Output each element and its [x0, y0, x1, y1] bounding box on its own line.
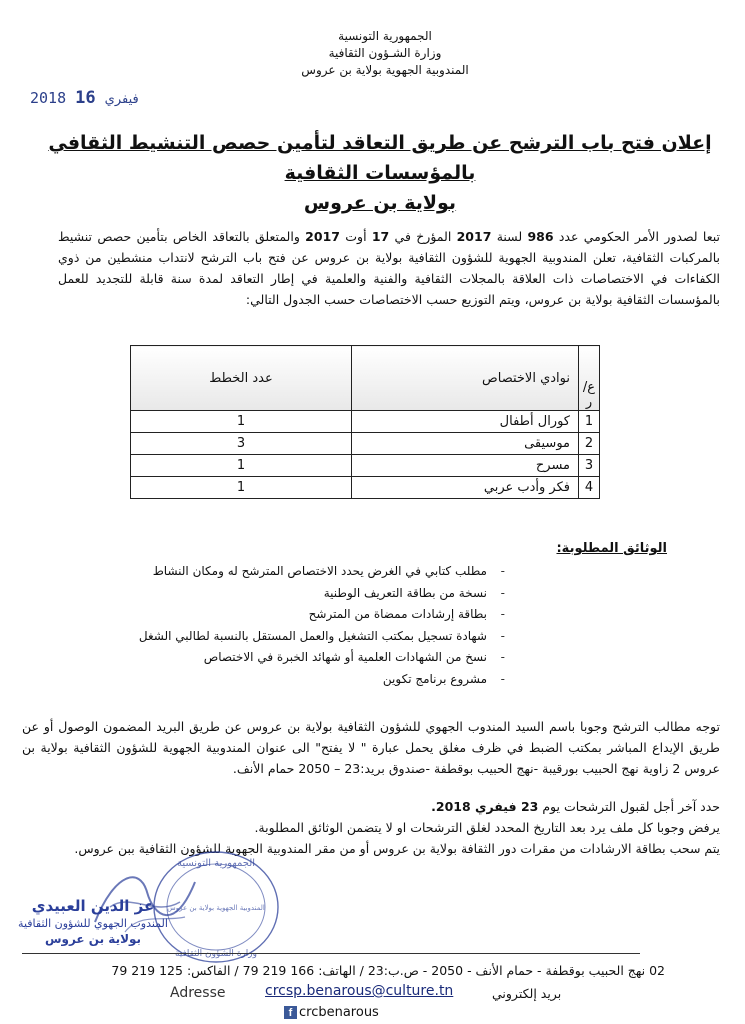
- header-ministry: وزارة الشـؤون الثقافية: [328, 46, 442, 60]
- row-count: 1: [131, 477, 352, 499]
- date-stamp-month: فيفري: [104, 92, 139, 107]
- list-item: [87, 669, 505, 691]
- signatory-region: بولاية بن عروس: [44, 932, 142, 946]
- document-item-text: مطلب كتابي في الغرض يحدد الاختصاص المترشح له ومكان النشاط: [152, 564, 487, 578]
- deadline-date: 23 فيفري 2018.: [431, 799, 539, 814]
- table-header-row: [131, 346, 600, 411]
- bullet-dash: -: [500, 585, 505, 600]
- rejection-line: يرفض وجوبا كل ملف يرد بعد التاريخ المحدد لغلق الترشحات او لا يتضمن الوثائق المطلوبة.: [254, 820, 720, 835]
- table-row: [131, 433, 600, 455]
- facebook-icon: f: [284, 1006, 297, 1019]
- document-item-text: مشروع برنامج تكوين: [382, 671, 487, 686]
- table-row: [131, 477, 600, 499]
- date-stamp: [30, 88, 139, 108]
- row-number: 2: [579, 433, 600, 455]
- header-delegation: المندوبية الجهوية بولاية بن عروس: [301, 63, 469, 77]
- announcement-title: [40, 128, 720, 218]
- deadline-line: [22, 796, 720, 817]
- header-specialty: نوادي الاختصاص: [352, 346, 579, 411]
- intro-text-3: المؤرخ في: [389, 229, 457, 244]
- header-republic: الجمهورية التونسية: [338, 29, 432, 43]
- documents-list: [87, 561, 505, 690]
- signature-block: [8, 896, 178, 947]
- table-row: [131, 455, 600, 477]
- footer-address: 02 نهج الحبيب بوقطفة - حمام الأنف - 2050 - ص.ب:23 / الهاتف: 166 219 79 / الفاكس: 125 219 79: [111, 963, 665, 978]
- intro-text-5: والمتعلق بالتعاقد الخاص بتأمين حصص تنشيط بالمركبات الثقافية، تعلن المندوبية الجهوية للشؤون الثقافية بولاية بن عروس عن فتح باب الترشح لانتداب منشطين من ذوي الكفاءات في الاختصاصات ذات العلاقة بالمجلات الثقافية والفنية والعلمية في إطار التعاقد لمدة سنة قابلة للتجديد للعمل بالمؤسسات الثقافية بولاية بن عروس، ويتم التوزيع حسب الاختصاصات حسب الجدول التالي:: [58, 229, 720, 307]
- row-count: 1: [131, 455, 352, 477]
- row-number: 3: [579, 455, 600, 477]
- intro-day: 17: [371, 229, 390, 244]
- footer-facebook[interactable]: [284, 1005, 379, 1020]
- list-item: [87, 604, 505, 626]
- stamp-center-text: المندوبية الجهوية بولاية بن عروس: [167, 904, 265, 912]
- row-specialty: موسيقى: [352, 433, 579, 455]
- bullet-dash: -: [500, 671, 505, 686]
- header-block: [270, 28, 500, 79]
- intro-paragraph: [58, 226, 720, 310]
- header-positions-count: عدد الخطط: [131, 346, 352, 411]
- stamp-bottom-text: وزارة الشؤون الثقافية: [175, 949, 257, 959]
- submission-paragraph: توجه مطالب الترشح وجوبا باسم السيد المندوب الجهوي للشؤون الثقافية بولاية بن عروس عن طريق البريد المضمون الوصول أو عن طريق الإيداع المباشر بمكتب الضبط في ظرف مغلق يحمل عبارة " لا يفتح" الى عنوان المندوبية الجهوية للشؤون الثقافية بولاية بن عروس 2 زاوية نهج الحبيب بورقيبة -نهج الحبيب بوقطفة -صندوق بريد:23 – 2050 حمام الأنف.: [22, 719, 720, 776]
- table-row: [131, 411, 600, 433]
- signatory-role: المندوب الجهوي للشؤون الثقافية: [18, 917, 168, 930]
- footer-email-link[interactable]: crcsp.benarous@culture.tn: [265, 983, 454, 999]
- list-item: [87, 626, 505, 648]
- document-item-text: نسخة من بطاقة التعريف الوطنية: [323, 585, 487, 600]
- intro-text-2: لسنة: [491, 229, 528, 244]
- stamp-ring-text: الجمهورية التونسية: [176, 858, 256, 869]
- row-number: 4: [579, 477, 600, 499]
- collection-paragraph: يتم سحب بطاقة الارشادات من مقرات دور الثقافة بولاية بن عروس أو من مقر المندوبية الجهوية للشؤون الثقافية ببن عروس.: [74, 841, 720, 856]
- bullet-dash: -: [500, 607, 505, 621]
- intro-text-4: أوت: [339, 229, 372, 244]
- intro-decree-year: 2017: [456, 229, 492, 244]
- row-specialty: كورال أطفال: [352, 411, 579, 433]
- documents-title: الوثائق المطلوبة:: [556, 541, 667, 556]
- row-specialty: مسرح: [352, 455, 579, 477]
- header-row-number: ع/ر: [579, 346, 600, 411]
- document-item-text: بطاقة إرشادات ممضاة من المترشح: [308, 607, 487, 621]
- date-stamp-year: 2018: [30, 89, 67, 107]
- intro-text-1: تبعا لصدور الأمر الحكومي عدد: [553, 229, 720, 244]
- intro-year: 2017: [305, 229, 340, 244]
- intro-decree-number: 986: [527, 229, 554, 244]
- specialties-table: [130, 345, 600, 499]
- bullet-dash: -: [500, 564, 505, 578]
- bullet-dash: -: [500, 650, 505, 664]
- date-stamp-day: 16: [75, 88, 96, 108]
- document-item-text: نسخ من الشهادات العلمية أو شهائد الخبرة في الاختصاص: [203, 650, 487, 664]
- list-item: [87, 561, 505, 583]
- row-specialty: فكر وأدب عربي: [352, 477, 579, 499]
- title-line-2: بولاية بن عروس: [303, 192, 457, 214]
- title-line-1: إعلان فتح باب الترشح عن طريق التعاقد لتأمين حصص التنشيط الثقافي بالمؤسسات الثقافية: [48, 132, 712, 184]
- row-number: 1: [579, 411, 600, 433]
- row-count: 3: [131, 433, 352, 455]
- list-item: [87, 583, 505, 605]
- footer-divider: [22, 953, 640, 954]
- list-item: [87, 647, 505, 669]
- deadline-prefix: حدد آخر أجل لقبول الترشحات يوم: [538, 799, 720, 814]
- footer-email-label: بريد إلكتروني: [492, 986, 562, 1001]
- facebook-handle: crcbenarous: [299, 1005, 379, 1020]
- document-item-text: شهادة تسجيل بمكتب التشغيل والعمل المستقل بالنسبة لطالبي الشغل: [138, 628, 487, 643]
- footer-adresse-label: Adresse: [170, 985, 226, 1001]
- bullet-dash: -: [500, 628, 505, 643]
- signatory-name: عز الدين العبيدي: [31, 897, 155, 915]
- row-count: 1: [131, 411, 352, 433]
